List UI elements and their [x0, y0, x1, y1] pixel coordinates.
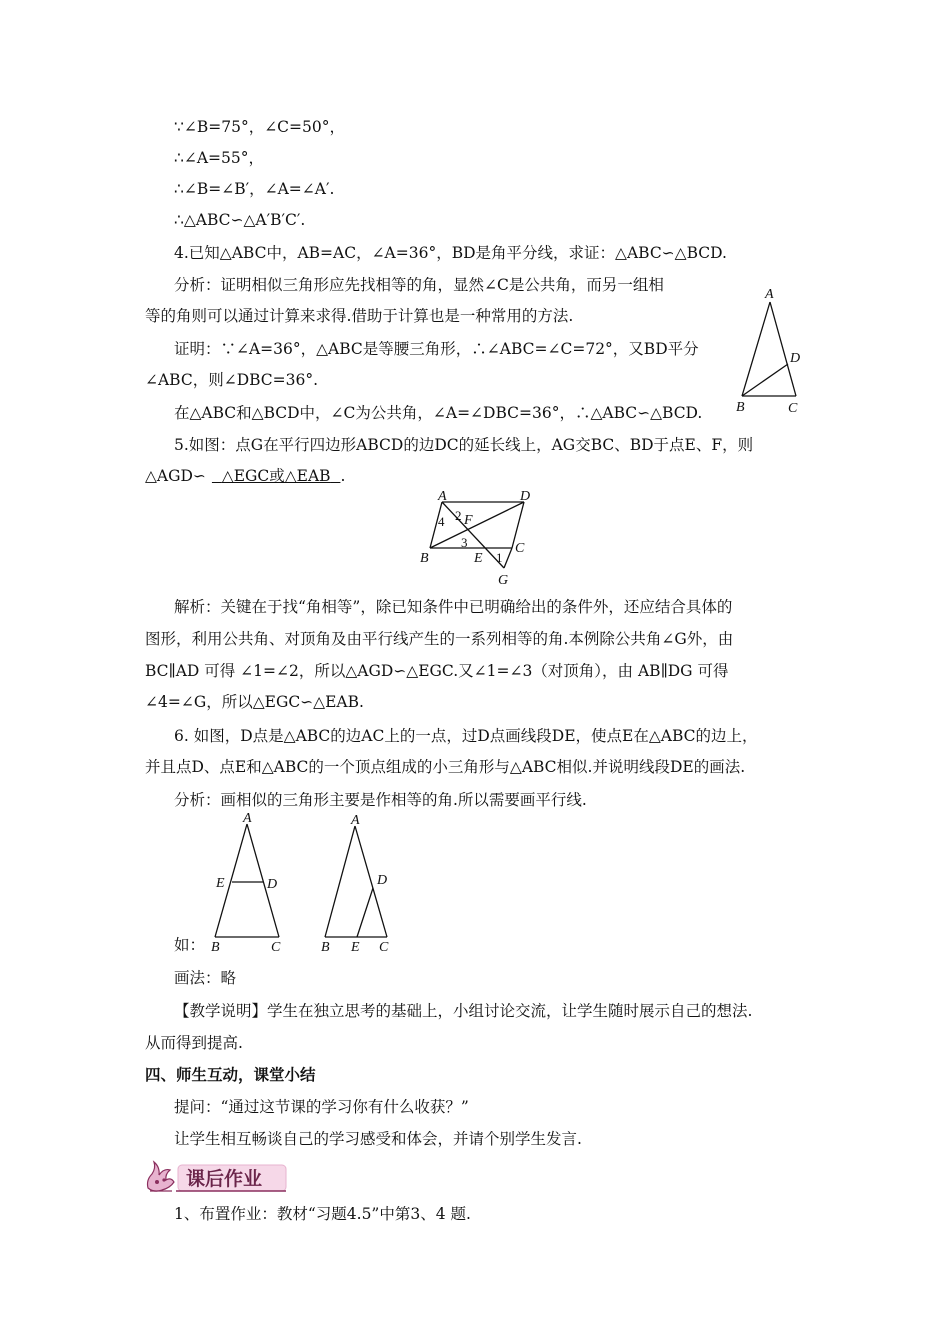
teaching-note-cont: 从而得到提高.	[145, 1034, 243, 1052]
question-6-drawing-method: 画法：略	[174, 969, 237, 987]
label-F: F	[464, 513, 473, 528]
question-5-explanation-cont: ∠4=∠G，所以△EGC∽△EAB.	[145, 693, 364, 711]
question-prompt: 提问：“通过这节课的学习你有什么收获？”	[174, 1098, 469, 1116]
angle-4: 4	[438, 514, 445, 529]
question-5: 5.如图：点G在平行四边形ABCD的边DC的延长线上，AG交BC、BD于点E、F，则	[174, 436, 754, 454]
question-4-analysis-cont: 等的角则可以通过计算来求得.借助于计算也是一种常用的方法.	[145, 307, 574, 325]
question-5-explanation-cont: 图形，利用公共角、对顶角及由平行线产生的一系列相等的角.本例除公共角∠G外，由	[145, 630, 734, 648]
figure-q4-triangle	[728, 284, 818, 419]
label-D: D	[790, 351, 801, 366]
label-A: A	[243, 812, 252, 826]
text-line: ∴∠A=55°，	[174, 149, 265, 167]
flower-icon	[148, 1162, 175, 1191]
answer-text: △EGC或△EAB	[221, 467, 331, 485]
angle-1: 1	[496, 550, 503, 565]
figure-q6-left	[205, 812, 290, 952]
text-line: ∴△ABC∽△A′B′C′.	[174, 211, 306, 229]
figure-q6-right	[315, 812, 400, 952]
text-line: ∵∠B=75°，∠C=50°，	[174, 118, 346, 136]
label-D: D	[267, 877, 278, 892]
question-6-cont: 并且点D、点E和△ABC的一个顶点组成的小三角形与△ABC相似.并说明线段DE的画法.	[145, 758, 746, 776]
question-5-answer-line	[145, 466, 345, 486]
question-5-lead: △AGD∽	[145, 467, 206, 485]
homework-badge-label: 课后作业	[186, 1168, 263, 1190]
label-C: C	[379, 940, 389, 952]
label-G: G	[498, 573, 509, 588]
text-line: ∴∠B=∠B′，∠A=∠A′.	[174, 180, 335, 198]
homework-item: 1、布置作业：教材“习题4.5”中第3、4 题.	[174, 1205, 471, 1223]
label-C: C	[271, 940, 281, 952]
label-E: E	[351, 940, 360, 952]
question-5-explanation-cont: BC∥AD 可得 ∠1=∠2，所以△AGD∽△EGC.又∠1=∠3（对顶角），由 AB∥DG 可得	[145, 662, 729, 680]
question-6-analysis: 分析：画相似的三角形主要是作相等的角.所以需要画平行线.	[174, 791, 587, 809]
question-4: 4.已知△ABC中，AB=AC，∠A=36°，BD是角平分线，求证：△ABC∽△BCD.	[174, 244, 727, 262]
angle-3: 3	[461, 535, 468, 550]
question-4-proof: 证明：∵∠A=36°，△ABC是等腰三角形，∴∠ABC=∠C=72°，又BD平分	[174, 340, 699, 358]
label-E: E	[474, 551, 483, 566]
label-A: A	[438, 490, 447, 504]
homework-badge-graphic	[140, 1158, 290, 1198]
label-C: C	[788, 401, 798, 416]
figure-q5-parallelogram	[412, 490, 542, 590]
question-4-proof-cont: ∠ABC，则∠DBC=36°.	[145, 371, 319, 389]
period: .	[340, 467, 346, 485]
label-A: A	[765, 287, 774, 302]
label-D: D	[377, 873, 388, 888]
question-6-example-label: 如：	[174, 936, 206, 954]
label-B: B	[321, 940, 330, 952]
label-C: C	[515, 541, 525, 556]
angle-2: 2	[455, 508, 462, 523]
question-5-explanation: 解析：关键在于找“角相等”，除已知条件中已明确给出的条件外，还应结合具体的	[174, 598, 733, 616]
label-A: A	[351, 813, 360, 828]
question-4-proof-conclusion: 在△ABC和△BCD中，∠C为公共角，∠A=∠DBC=36°，∴△ABC∽△BCD.	[174, 404, 703, 422]
question-5-answer	[212, 467, 341, 485]
teaching-note: 【教学说明】学生在独立思考的基础上，小组讨论交流，让学生随时展示自己的想法.	[174, 1002, 753, 1020]
label-B: B	[736, 400, 745, 415]
label-B: B	[211, 940, 220, 952]
label-B: B	[420, 551, 429, 566]
question-4-analysis: 分析：证明相似三角形应先找相等的角，显然∠C是公共角，而另一组相	[174, 276, 664, 294]
section-heading: 四、师生互动，课堂小结	[145, 1066, 316, 1084]
label-E: E	[216, 876, 225, 891]
student-sharing: 让学生相互畅谈自己的学习感受和体会，并请个别学生发言.	[174, 1130, 582, 1148]
question-6: 6. 如图，D点是△ABC的边AC上的一点，过D点画线段DE，使点E在△ABC的边上，	[174, 727, 758, 745]
homework-badge	[140, 1158, 290, 1198]
label-D: D	[520, 490, 531, 504]
